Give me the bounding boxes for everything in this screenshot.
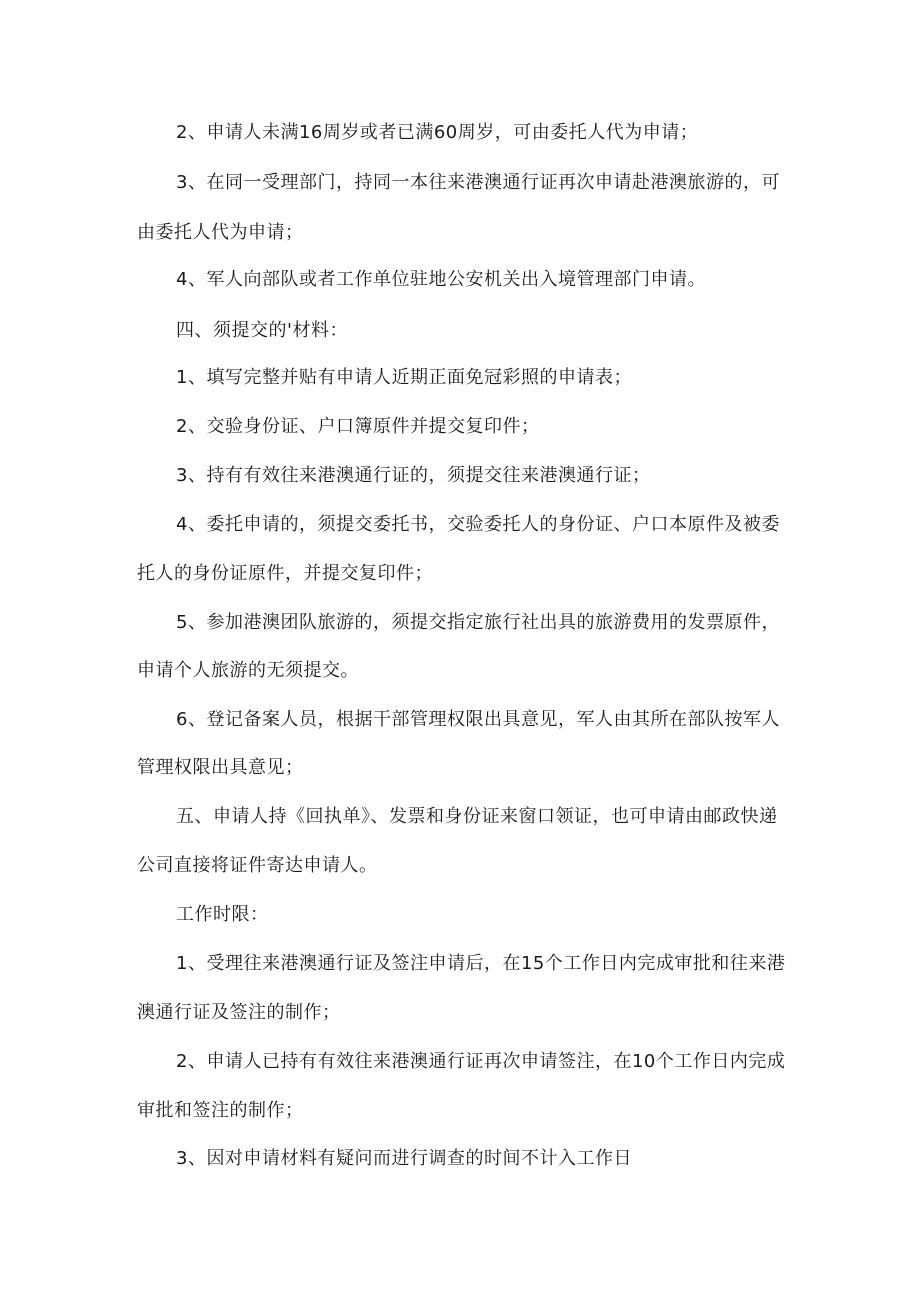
text-line: 2、交验身份证、户口簿原件并提交复印件； bbox=[176, 416, 540, 437]
text-line: 2、申请人未满16周岁或者已满60周岁，可由委托人代为申请； bbox=[176, 122, 699, 143]
text-line: 申请个人旅游的无须提交。 bbox=[137, 660, 359, 681]
text-line: 2、申请人已持有有效往来港澳通行证再次申请签注，在10个工作日内完成 bbox=[176, 1051, 786, 1072]
text-line: 澳通行证及签注的制作； bbox=[137, 1002, 341, 1023]
section-heading: 四、须提交的'材料： bbox=[176, 320, 348, 341]
text-line: 3、持有有效往来港澳通行证的，须提交往来港澳通行证； bbox=[176, 465, 651, 486]
text-line: 审批和签注的制作； bbox=[137, 1100, 304, 1121]
text-line: 1、填写完整并贴有申请人近期正面免冠彩照的申请表； bbox=[176, 367, 632, 388]
text-line: 管理权限出具意见； bbox=[137, 757, 304, 778]
text-line: 4、军人向部队或者工作单位驻地公安机关出入境管理部门申请。 bbox=[176, 269, 706, 290]
text-line: 3、因对申请材料有疑问而进行调查的时间不计入工作日 bbox=[176, 1148, 632, 1169]
section-heading: 工作时限： bbox=[176, 904, 269, 925]
section-heading: 五、申请人持《回执单》、发票和身份证来窗口领证，也可申请由邮政快递 bbox=[176, 806, 778, 827]
text-line: 3、在同一受理部门，持同一本往来港澳通行证再次申请赴港澳旅游的，可 bbox=[176, 172, 780, 193]
text-line: 公司直接将证件寄达申请人。 bbox=[137, 855, 378, 876]
text-line: 6、登记备案人员，根据干部管理权限出具意见，军人由其所在部队按军人 bbox=[176, 709, 780, 730]
text-line: 托人的身份证原件，并提交复印件； bbox=[137, 563, 433, 584]
text-line: 5、参加港澳团队旅游的，须提交指定旅行社出具的旅游费用的发票原件， bbox=[176, 612, 780, 633]
text-line: 由委托人代为申请； bbox=[137, 222, 304, 243]
text-line: 1、受理往来港澳通行证及签注申请后，在15个工作日内完成审批和往来港 bbox=[176, 953, 786, 974]
text-line: 4、委托申请的，须提交委托书，交验委托人的身份证、户口本原件及被委 bbox=[176, 514, 780, 535]
